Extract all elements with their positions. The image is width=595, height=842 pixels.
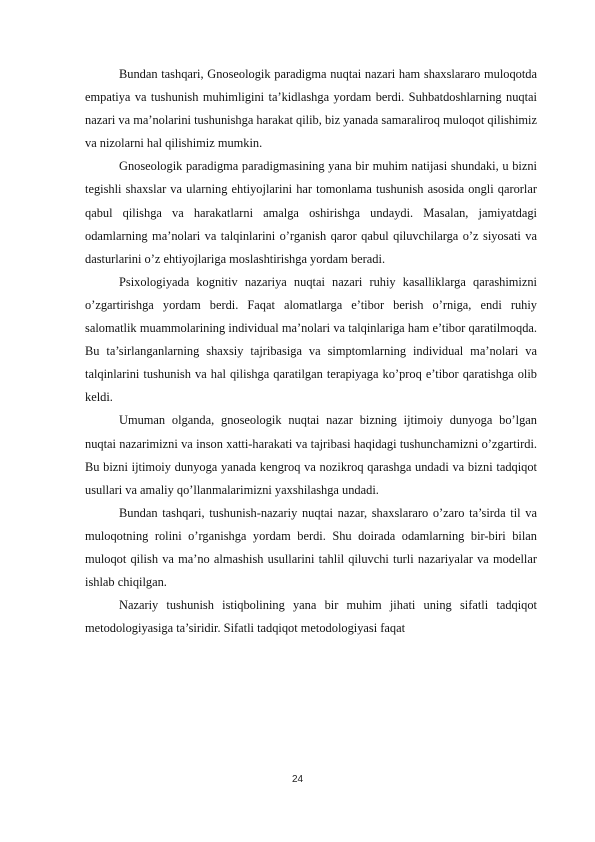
paragraph-6: Nazariy tushunish istiqbolining yana bir muhim jihati uning sifatli tadqiqot metodologiyasiga ta’siridir. Sifatli tadqiqot metodologiyasi faqat xyxy=(85,598,537,636)
paragraph-2: Gnoseologik paradigma paradigmasining yana bir muhim natijasi shundaki, u bizni tegishli shaxslar va ularning ehtiyojlarini har tomonlama tushunish asosida ongli qarorlar qabul qilishga va harakatlarni amalga oshirishga undaydi. Masalan, jamiyatdagi odamlarning ma’nolari va talqinlarini o’rganish qaror qabul qiluvchilarga o’z siyosati va dasturlarini o’z ehtiyojlariga moslashtirishga yordam beradi. xyxy=(85,159,537,266)
body-text xyxy=(85,63,537,640)
paragraph-3: Psixologiyada kognitiv nazariya nuqtai nazari ruhiy kasalliklarga qarashimizni o’zgartirishga yordam berdi. Faqat alomatlarga e’tibor berish o’rniga, endi ruhiy salomatlik muammolarining individual ma’nolari va talqinlariga ham e’tibor qaratilmoqda. Bu ta’sirlanganlarning shaxsiy tajribasiga va simptomlarning individual ma’nolari va talqinlarini tushunish va hal qilishga qaratilgan terapiyaga ko’proq e’tibor qaratishga olib keldi. xyxy=(85,274,537,405)
paragraph-4: Umuman olganda, gnoseologik nuqtai nazar bizning ijtimoiy dunyoga bo’lgan nuqtai nazarimizni va inson xatti-harakati va tajribasi haqidagi tushunchamizni o’zgartirdi. Bu bizni ijtimoiy dunyoga yanada kengroq va nozikroq qarashga undadi va bizni tadqiqot usullari va amaliy qo’llanmalarimizni yaxshilashga undadi. xyxy=(85,413,537,497)
paragraph-1: Bundan tashqari, Gnoseologik paradigma nuqtai nazari ham shaxslararo muloqotda empatiya va tushunish muhimligini ta’kidlashga yordam berdi. Suhbatdoshlarning nuqtai nazari va ma’nolarini tushunishga harakat qilib, biz yanada samaraliroq muloqot qilishimiz va nizolarni hal qilishimiz mumkin. xyxy=(85,67,537,151)
paragraph-5: Bundan tashqari, tushunish-nazariy nuqtai nazar, shaxslararo o’zaro ta’sirda til va muloqotning rolini o’rganishga yordam berdi. Shu doirada odamlarning bir-biri bilan muloqot qilish va ma’no almashish usullarini tahlil qiluvchi turli nazariyalar va modellar ishlab chiqilgan. xyxy=(85,505,537,590)
page-number: 24 xyxy=(291,774,304,785)
